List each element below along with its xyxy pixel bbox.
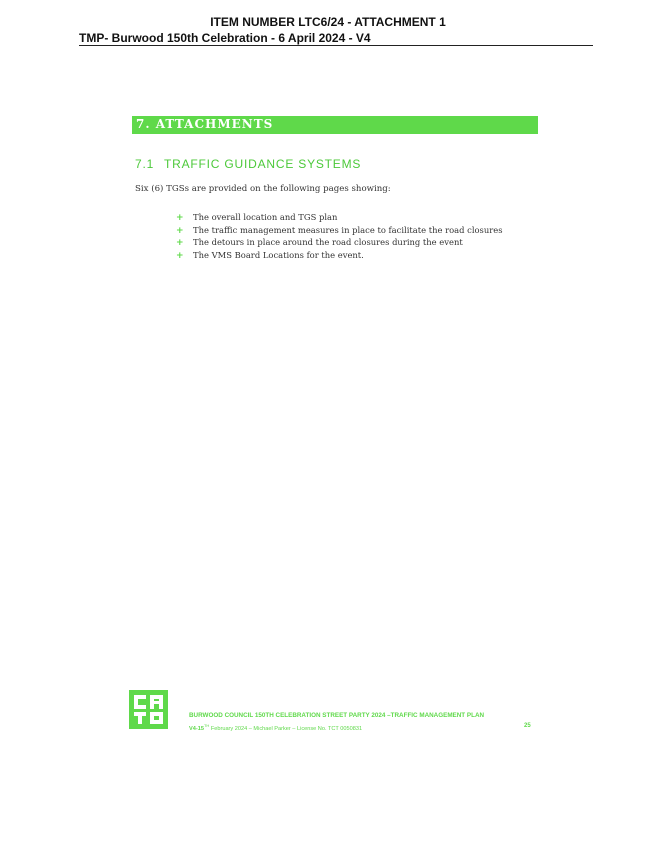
bullet-list — [176, 211, 503, 261]
plus-bullet-icon: + — [176, 225, 184, 236]
plus-bullet-icon: + — [176, 213, 184, 223]
header-document-title: TMP- Burwood 150th Celebration - 6 April 2024 - V4 — [79, 31, 371, 45]
page-number: 25 — [524, 723, 531, 729]
plus-bullet-icon: + — [176, 238, 184, 248]
plus-bullet-icon: + — [176, 250, 184, 261]
intro-paragraph: Six (6) TGSs are provided on the following pages showing: — [135, 184, 391, 194]
footer-version-line: V4-15TH February 2024 – Michael Parker – License No. TCT 0050831 — [189, 723, 363, 732]
footer-title: BURWOOD COUNCIL 150TH CELEBRATION STREET PARTY 2024 –TRAFFIC MANAGEMENT PLAN — [189, 712, 485, 719]
section-title-bar — [132, 116, 538, 134]
list-item: + The VMS Board Locations for the event. — [176, 249, 364, 261]
subsection-number: 7.1 — [135, 157, 155, 171]
header-item-number: ITEM NUMBER LTC6/24 - ATTACHMENT 1 — [210, 15, 446, 29]
list-item: + The traffic management measures in place to facilitate the road closures — [176, 224, 503, 236]
subsection-title: TRAFFIC GUIDANCE SYSTEMS — [164, 157, 362, 171]
list-item: + The overall location and TGS plan — [176, 212, 338, 223]
list-item: + The detours in place around the road closures during the event — [176, 237, 463, 248]
subsection-heading — [135, 157, 361, 171]
section-title: 7. ATTACHMENTS — [136, 117, 274, 131]
cato-logo-icon — [129, 690, 168, 729]
header-divider — [79, 45, 593, 46]
